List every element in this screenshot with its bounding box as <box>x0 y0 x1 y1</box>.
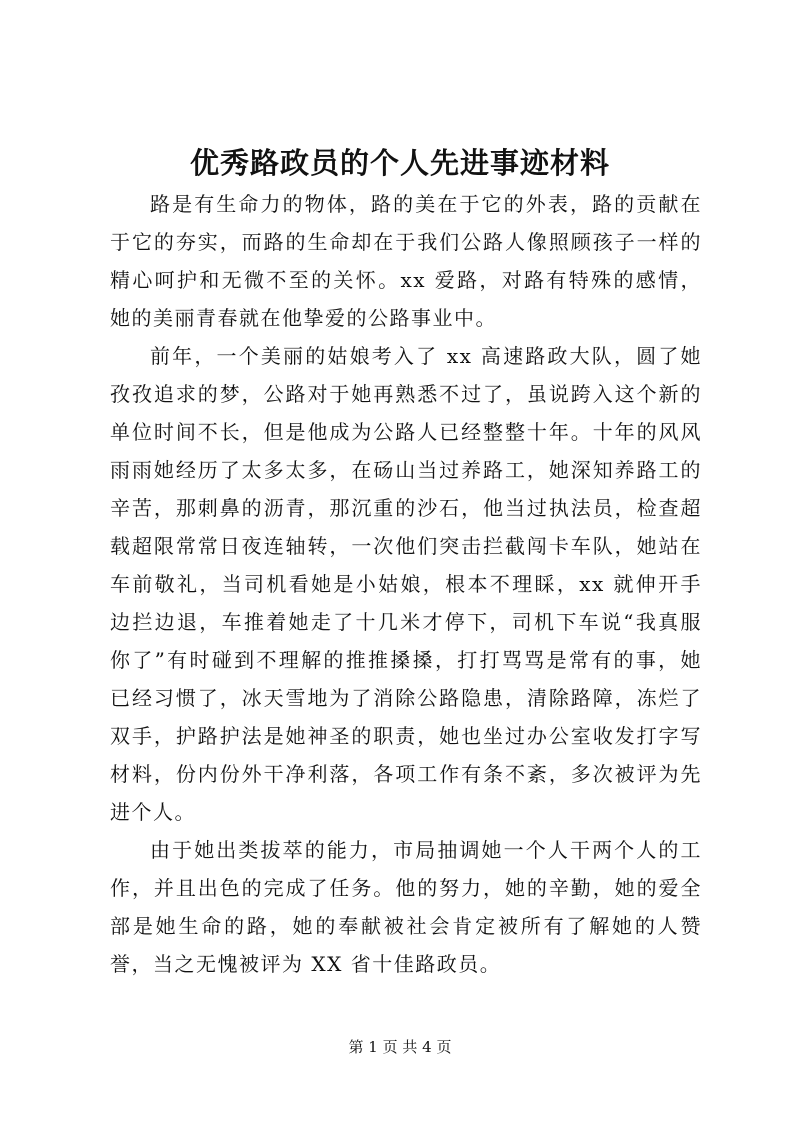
document-title: 优秀路政员的个人先进事迹材料 <box>189 146 610 180</box>
paragraph-2: 前年，一个美丽的姑娘考入了 xx 高速路政大队，圆了她孜孜追求的梦，公路对于她再熟悉不过了，虽说跨入这个新的单位时间不长，但是他成为公路人已经整整十年。十年的风风雨雨她经历了太多太多，在砀山当过养路工，她深知养路工的辛苦，那刺鼻的沥青，那沉重的沙石，他当过执法员，检查超载超限常常日夜连轴转，一次他们突击拦截闯卡车队，她站在车前敬礼，当司机看她是小姑娘，根本不理睬，xx 就伸开手边拦边退，车推着她走了十几米才停下，司机下车说“我真服你了”有时碰到不理解的推推搡搡，打打骂骂是常有的事，她已经习惯了，冰天雪地为了消除公路隐患，清除路障，冻烂了双手，护路护法是她神圣的职责，她也坐过办公室收发打字写材料，份内份外干净利落，各项工作有条不紊，多次被评为先进个人。 <box>110 344 702 824</box>
paragraph-1: 路是有生命力的物体，路的美在于它的外表，路的贡献在于它的夯实，而路的生命却在于我们公路人像照顾孩子一样的精心呵护和无微不至的关怀。xx 爱路，对路有特殊的感情，她的美丽青春就在他挚爱的公路事业中。 <box>110 192 702 330</box>
page-footer: 第 1 页 共 4 页 <box>348 1038 452 1056</box>
document-body <box>110 185 702 983</box>
paragraph-3: 由于她出类拔萃的能力，市局抽调她一个人干两个人的工作，并且出色的完成了任务。他的努力，她的辛勤，她的爱全部是她生命的路，她的奉献被社会肯定被所有了解她的人赞誉，当之无愧被评为 XX 省十佳路政员。 <box>110 838 702 976</box>
